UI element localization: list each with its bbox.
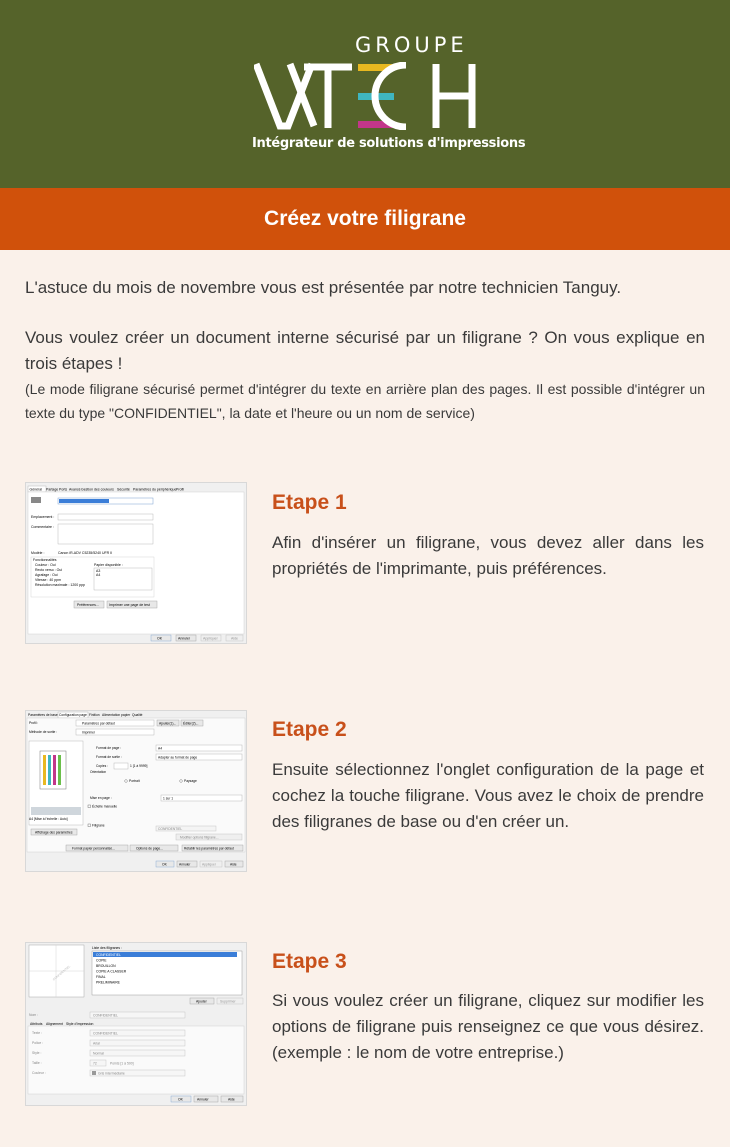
s3-item-0: CONFIDENTIEL (96, 953, 121, 957)
s3-police-value: Arial (93, 1041, 100, 1046)
s3-item-2: BROUILLON (96, 964, 116, 968)
s2-format-page-label: Format de page : (96, 746, 122, 750)
s3-ok: OK (178, 1097, 183, 1102)
s1-tabs (28, 486, 184, 492)
intro-note: (Le mode filigrane sécurisé permet d'intégrer du texte en arrière plan des pages. Il est possible d'intégrer un texte du type "CONFIDENTIEL", la date et l'heure ou un nom de service) (25, 381, 705, 421)
s3-police-label: Police : (32, 1041, 44, 1045)
s2-tab-4: Qualité (132, 713, 143, 717)
s3-item-1: COPIE (96, 958, 107, 963)
s2-ok: OK (162, 862, 167, 867)
s1-modele-label: Modèle : (31, 551, 45, 555)
s2-mise-en-page-label: Mise en page : (90, 796, 112, 800)
s3-tab-0: Attributs (30, 1022, 43, 1026)
s1-modele-value: Canon iR-ADV C5235/5240 UFR II (58, 551, 113, 555)
s3-supprimer: Supprimer (220, 999, 236, 1004)
s2-annuler: Annuler (179, 862, 191, 867)
step3-screenshot (25, 942, 247, 1106)
s1-tab-1: Partage (46, 487, 59, 492)
s2-editer: Éditer(2)... (183, 721, 199, 726)
s3-couleur-label: Couleur : (32, 1071, 46, 1075)
s2-format-sortie-value: Adapter au format de page (158, 755, 198, 760)
s3-item-3: COPIE A CLASSER (96, 969, 127, 974)
s2-orientation: Orientation (90, 770, 107, 774)
s2-copies-value: 1 [1 à 9999] (130, 764, 148, 768)
s2-modifier: Modifier options filigrane... (180, 835, 219, 840)
s2-aide: Aide (230, 862, 237, 867)
s1-papier-label: Papier disponible : (94, 563, 123, 567)
step1-text: Afin d'insérer un filigrane, vous devez aller dans les propriétés de l'imprimante, puis préférences. (272, 533, 704, 578)
intro-line-2: Vous voulez créer un document interne sécurisé par un filigrane ? On vous explique en trois étapes ! (25, 328, 705, 373)
s1-ok: OK (157, 636, 163, 641)
s1-fonctionnalites: Fonctionnalités (33, 558, 57, 562)
s1-tab-4: Gestion des couleurs (81, 487, 114, 492)
s3-taille-label: Taille : (32, 1061, 42, 1065)
s3-nom-label: Nom : (29, 1013, 39, 1017)
s2-profil-label: Profil : (29, 721, 39, 725)
s1-commentaire-label: Commentaire : (31, 525, 54, 529)
s1-vitesse: Vitesse : 40 ppm (35, 578, 62, 582)
s3-style-label: Style : (32, 1051, 42, 1055)
s1-tab-0: Général (29, 487, 42, 492)
s2-affichage: Affichage des paramètres (35, 830, 73, 835)
s1-tab-2: Ports (59, 487, 68, 492)
s2-retablir: Rétablir les paramètres par défaut (184, 846, 234, 851)
s2-filigrane: Filigrane (92, 823, 105, 828)
s1-couleur: Couleur : Oui (35, 563, 56, 567)
s2-echelle: Échelle manuelle (92, 804, 118, 809)
s3-item-5: PRELIMINAIRE (96, 980, 120, 985)
step3-title: Etape 3 (272, 950, 347, 973)
s2-ajouter: Ajouter(1)... (159, 721, 177, 726)
s1-papier-a3: A3 (96, 569, 101, 573)
s1-recto: Recto verso : Oui (35, 568, 63, 572)
s2-format-page-value: A4 (158, 746, 163, 751)
s3-taille-value: 72 (93, 1061, 97, 1066)
s3-couleur-value: Gris intermédiaire (98, 1071, 125, 1076)
step1-screenshot (25, 482, 247, 644)
s1-emplacement-label: Emplacement : (31, 515, 55, 519)
s1-tab-3: Avancé (69, 487, 81, 492)
s1-papier-a4: A4 (96, 573, 101, 577)
s2-tab-1: Configuration page (59, 713, 87, 717)
s2-profil-value: Paramètres par défaut (82, 721, 115, 726)
intro-line-1: L'astuce du mois de novembre vous est présentée par notre technicien Tanguy. (25, 278, 622, 297)
s2-filigrane-value: CONFIDENTIEL (158, 827, 183, 831)
s2-paysage: Paysage (184, 779, 197, 783)
s3-texte-value: CONFIDENTIEL (93, 1031, 118, 1036)
s1-tab-5: Sécurité (117, 487, 130, 492)
s1-annuler: Annuler (178, 636, 191, 641)
s3-annuler: Annuler (197, 1097, 209, 1102)
s2-methode-value: Imprimer (82, 730, 96, 735)
vtech-logo (254, 62, 478, 130)
s3-aide: Aide (228, 1097, 235, 1102)
s3-style-value: Normal (93, 1051, 104, 1056)
s1-tab-6: Paramètres du périphérique (133, 487, 177, 492)
s2-tab-2: Finition (89, 713, 100, 717)
s1-test-label: Imprimer une page de test (109, 603, 150, 607)
s1-resolution: Résolution maximale : 1200 ppp (35, 583, 86, 587)
s3-liste-label: Liste des filigranes : (92, 946, 122, 950)
s1-preferences-label: Préférences... (77, 603, 99, 607)
logo-tagline: Intégrateur de solutions d'impressions (252, 136, 526, 151)
s2-appliquer: Appliquer (202, 862, 216, 867)
s1-tab-7: Profil (176, 487, 184, 492)
s2-mise-en-page-value: 1 sur 1 (163, 796, 174, 801)
step1-title: Etape 1 (272, 491, 347, 514)
banner-title: Créez votre filigrane (264, 207, 466, 230)
step2-screenshot (25, 710, 247, 872)
s2-tab-0: Paramètres de base (28, 713, 58, 717)
s3-ajouter: Ajouter (196, 999, 207, 1004)
s2-options-page: Options de page... (136, 846, 163, 851)
s3-tab-2: Style d'impression (66, 1022, 94, 1026)
s3-taille-unit: Points [1 à 500] (110, 1061, 134, 1066)
s1-aide: Aide (231, 636, 239, 641)
s2-a4-label: A4 [Mise à l'échelle : Auto] (29, 817, 68, 821)
s2-format-perso: Format papier personnalisé... (72, 846, 115, 851)
s2-format-sortie-label: Format de sortie : (96, 755, 122, 759)
step2-text: Ensuite sélectionnez l'onglet configuration de la page et cochez la touche filigrane. Vous avez le choix de prendre des filigranes de base ou d'en créer un. (272, 760, 704, 831)
s2-copies-label: Copies : (96, 764, 109, 768)
s1-agrafage: Agrafage : Oui (35, 573, 58, 577)
step2-title: Etape 2 (272, 718, 347, 741)
s3-item-4: FINAL (96, 975, 106, 979)
s3-preview-text: CONFIDENTIEL (51, 964, 72, 982)
s3-tab-1: Alignement (46, 1022, 63, 1026)
s2-portrait: Portrait (129, 779, 140, 783)
logo-groupe-text: GROUPE (355, 33, 468, 57)
s3-texte-label: Texte : (32, 1031, 42, 1035)
s2-methode-label: Méthode de sortie : (29, 730, 58, 734)
step3-text: Si vous voulez créer un filigrane, cliquez sur modifier les options de filigrane puis renseignez ce que vous désirez. (exemple : le nom de votre entreprise.) (272, 991, 704, 1062)
s1-appliquer: Appliquer (203, 636, 218, 641)
s3-nom-value: CONFIDENTIEL (93, 1013, 118, 1018)
s2-tab-3: Alimentation papier (102, 713, 131, 717)
